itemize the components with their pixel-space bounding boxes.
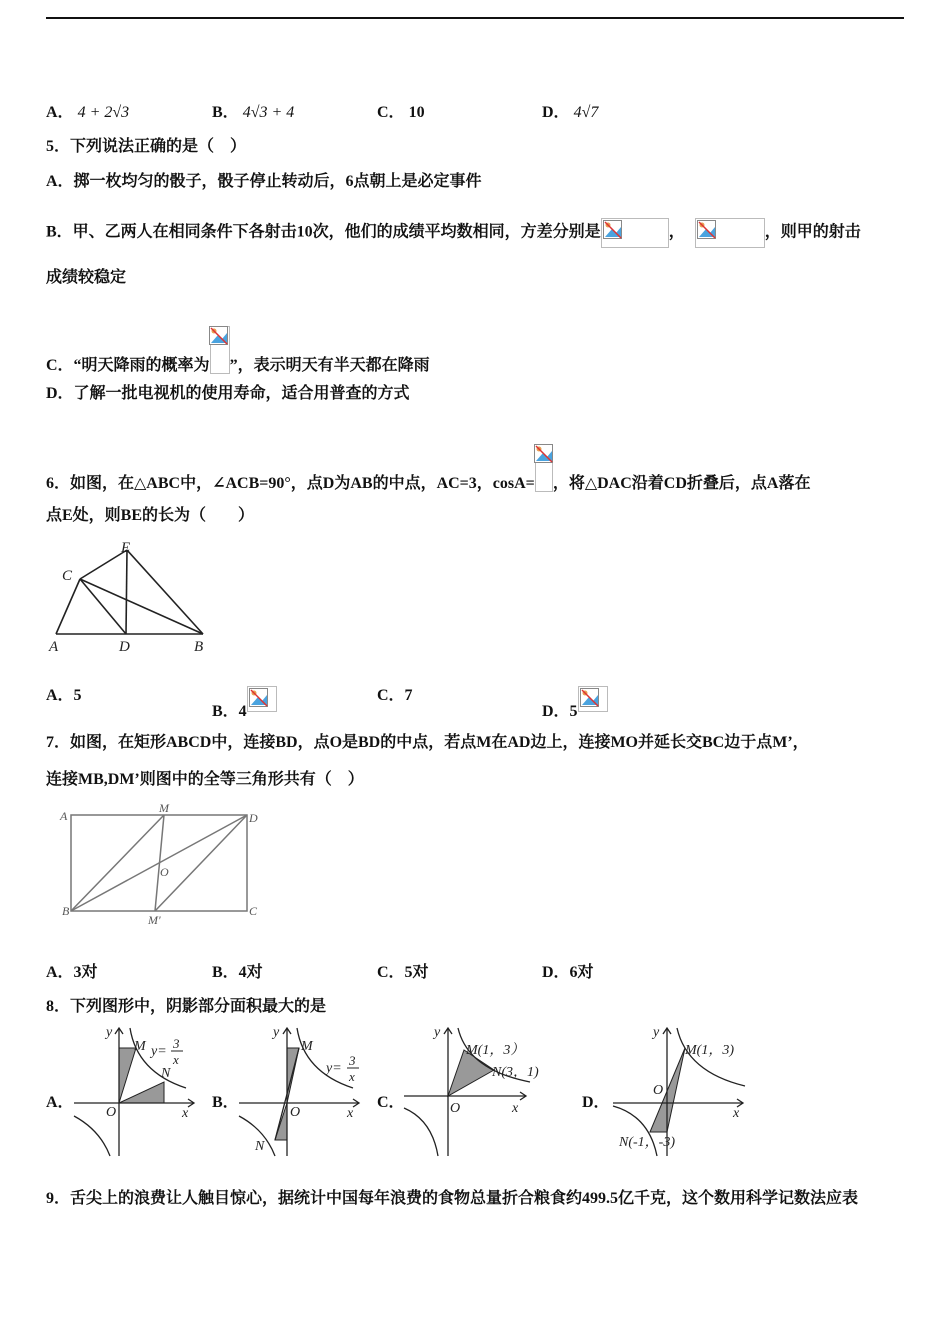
q8a-label-y: y xyxy=(106,1025,113,1040)
q8-graph-c xyxy=(400,1020,540,1160)
q4-option-b-label: B． xyxy=(212,104,239,121)
q8d-label-n: N(-1，-3) xyxy=(619,1135,675,1150)
q5-option-b-line2: 成绩较稳定 xyxy=(46,269,127,286)
q4-option-d-label: D． xyxy=(542,104,570,121)
q4-option-c-value: 10 xyxy=(408,104,425,121)
header-rule xyxy=(46,17,904,19)
broken-image-icon xyxy=(578,686,608,712)
q8b-label-m: M xyxy=(301,1039,313,1054)
q8c-label-n: N(3，1) xyxy=(492,1065,539,1080)
q8-option-b: B． xyxy=(212,1094,239,1111)
q6-option-b xyxy=(212,686,277,722)
q8b-func-den: x xyxy=(349,1069,355,1084)
q6-label-d: D xyxy=(119,639,130,655)
q8-graph-d xyxy=(605,1020,755,1160)
q6-label-a: A xyxy=(49,639,59,655)
q6-triangle-figure xyxy=(46,536,212,656)
q7-stem-line1: 7．如图，在矩形ABCD中，连接BD，点O是BD的中点，若点M在AD边上，连接MO并延长交BC边于点M’， xyxy=(46,734,809,751)
q8d-label-m: M(1，3) xyxy=(685,1043,734,1058)
q8a-label-m: M xyxy=(134,1039,146,1054)
broken-image-icon xyxy=(535,444,553,492)
q8a-label-x: x xyxy=(182,1106,189,1121)
q6-option-d-text: D．5 xyxy=(542,703,578,720)
q7-option-b: B．4对 xyxy=(212,964,263,981)
q7-option-c: C．5对 xyxy=(377,964,429,981)
q5-option-c-text-end: ”，表示明天有半天都在降雨 xyxy=(229,357,430,374)
q4-option-a-value: 4 + 2√3 xyxy=(77,104,130,121)
q6-label-b: B xyxy=(194,639,204,655)
q5-option-c xyxy=(46,326,430,376)
q5-option-d: D．了解一批电视机的使用寿命，适合用普查的方式 xyxy=(46,385,410,402)
broken-image-icon xyxy=(601,218,669,248)
q8b-label-n: N xyxy=(255,1139,265,1154)
q5-option-a: A．掷一枚均匀的骰子，骰子停止转动后，6点朝上是必定事件 xyxy=(46,173,482,190)
q4-option-d xyxy=(542,103,598,123)
q8d-label-x: x xyxy=(733,1106,740,1121)
q8b-label-y: y xyxy=(273,1025,280,1040)
q7-label-c: C xyxy=(249,904,258,918)
q8b-label-o: O xyxy=(290,1105,301,1120)
q4-option-a xyxy=(46,103,129,123)
q7-label-d: D xyxy=(249,811,258,825)
q7-stem-line2: 连接MB,DM’则图中的全等三角形共有（ ） xyxy=(46,771,364,788)
q8c-label-x: x xyxy=(512,1101,519,1116)
q8-option-c: C． xyxy=(377,1094,405,1111)
q6-option-c: C．7 xyxy=(377,687,413,704)
q4-option-c xyxy=(377,103,425,123)
q7-label-m-prime: M' xyxy=(148,913,161,927)
q6-stem-line2: 点E处，则BE的长为（ ） xyxy=(46,507,255,524)
q5-option-b-separator: ， xyxy=(668,223,685,241)
q6-option-d xyxy=(542,686,608,722)
q6-option-b-text: B．4 xyxy=(212,703,247,720)
q5-option-b-text: B．甲、乙两人在相同条件下各射击10次，他们的成绩平均数相同，方差分别是 xyxy=(46,223,601,241)
q4-option-a-label: A． xyxy=(46,104,74,121)
q8-option-a: A． xyxy=(46,1094,74,1111)
q4-option-b xyxy=(212,103,294,123)
q8-option-d: D． xyxy=(582,1094,610,1111)
q7-label-b: B xyxy=(62,904,70,918)
q6-label-e: E xyxy=(121,540,131,556)
broken-image-icon xyxy=(210,326,230,374)
q8c-label-y: y xyxy=(434,1025,441,1040)
q5-option-b-text-end: ，则甲的射击 xyxy=(764,223,861,241)
q7-option-a: A．3对 xyxy=(46,964,98,981)
q5-stem: 5．下列说法正确的是（ ） xyxy=(46,138,247,155)
q8-graph-b xyxy=(235,1020,365,1160)
q7-option-d: D．6对 xyxy=(542,964,594,981)
q8-stem: 8．下列图形中，阴影部分面积最大的是 xyxy=(46,998,327,1015)
q6-stem-text: 6．如图，在△ABC中，∠ACB=90°，点D为AB的中点，AC=3，cosA= xyxy=(46,475,535,492)
q4-option-b-value: 4√3 + 4 xyxy=(242,104,295,121)
broken-image-icon xyxy=(247,686,277,712)
q5-option-b xyxy=(46,218,861,248)
q7-label-m: M xyxy=(159,801,169,815)
q9-stem: 9．舌尖上的浪费让人触目惊心，据统计中国每年浪费的食物总量折合粮食约499.5亿千克，这个数用科学记数法应表 xyxy=(46,1190,859,1207)
q7-label-o: O xyxy=(160,865,169,879)
q8-graph-a xyxy=(70,1020,200,1160)
q8a-label-n: N xyxy=(161,1066,171,1081)
q4-option-d-value: 4√7 xyxy=(573,104,599,121)
q6-stem-text-end: ，将△DAC沿着CD折叠后，点A落在 xyxy=(552,475,811,492)
q8c-label-o: O xyxy=(450,1101,461,1116)
q8b-label-x: x xyxy=(347,1106,354,1121)
q8d-label-o: O xyxy=(653,1083,664,1098)
q6-label-c: C xyxy=(62,568,73,584)
q4-option-c-label: C． xyxy=(377,104,405,121)
q8a-label-o: O xyxy=(106,1105,117,1120)
q8c-label-m: M(1，3） xyxy=(466,1043,525,1058)
q6-stem-line1 xyxy=(46,444,810,494)
q7-label-a: A xyxy=(60,809,68,823)
q7-rectangle-figure xyxy=(58,800,268,930)
q8a-func-den: x xyxy=(173,1052,179,1067)
q6-option-a: A．5 xyxy=(46,687,82,704)
q8a-func-num: 3 xyxy=(173,1036,180,1051)
broken-image-icon xyxy=(695,218,765,248)
q8b-func-num: 3 xyxy=(349,1053,356,1068)
q5-option-c-text: C．“明天降雨的概率为 xyxy=(46,357,210,374)
q8b-func-lhs: y= xyxy=(326,1061,342,1076)
q8a-func-lhs: y= xyxy=(151,1044,167,1059)
q8d-label-y: y xyxy=(653,1025,660,1040)
